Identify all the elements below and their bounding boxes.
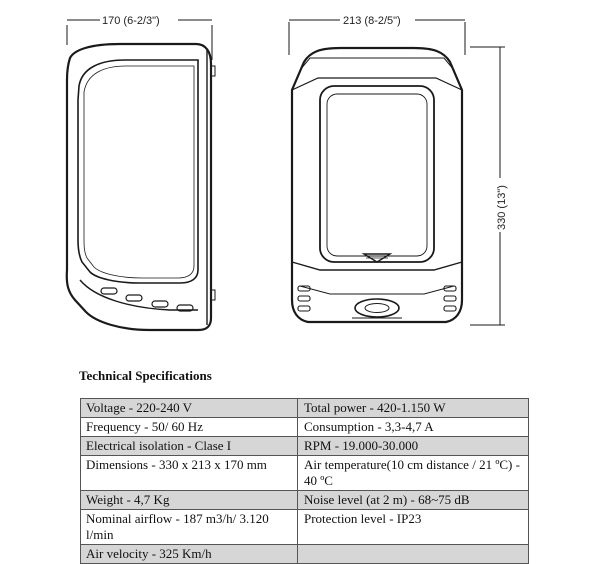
table-row xyxy=(81,437,529,456)
width-dimension-label: 213 (8-2/5") xyxy=(343,15,401,27)
table-row xyxy=(81,491,529,510)
spec-cell: Air velocity - 325 Km/h xyxy=(81,545,298,564)
spec-cell xyxy=(298,545,529,564)
front-view xyxy=(289,20,505,325)
table-row xyxy=(81,545,529,564)
spec-cell: Frequency - 50/ 60 Hz xyxy=(81,418,298,437)
spec-cell: Electrical isolation - Clase I xyxy=(81,437,298,456)
table-row xyxy=(81,418,529,437)
spec-cell: Nominal airflow - 187 m3/h/ 3.120 l/min xyxy=(81,510,298,545)
spec-cell: Noise level (at 2 m) - 68~75 dB xyxy=(298,491,529,510)
spec-cell: Total power - 420-1.150 W xyxy=(298,399,529,418)
depth-dimension-label: 170 (6-2/3") xyxy=(102,15,160,27)
spec-cell: Voltage - 220-240 V xyxy=(81,399,298,418)
spec-cell: Protection level - IP23 xyxy=(298,510,529,545)
side-view xyxy=(67,20,215,330)
spec-cell: RPM - 19.000-30.000 xyxy=(298,437,529,456)
height-dimension-label: 330 (13") xyxy=(496,185,508,230)
spec-cell: Dimensions - 330 x 213 x 170 mm xyxy=(81,456,298,491)
table-row xyxy=(81,399,529,418)
spec-cell: Weight - 4,7 Kg xyxy=(81,491,298,510)
spec-cell: Consumption - 3,3-4,7 A xyxy=(298,418,529,437)
spec-title: Technical Specifications xyxy=(79,368,212,383)
spec-table xyxy=(80,398,529,564)
table-row xyxy=(81,510,529,545)
table-row xyxy=(81,456,529,491)
spec-cell: Air temperature(10 cm distance / 21 ºC) - 40 ºC xyxy=(298,456,529,491)
